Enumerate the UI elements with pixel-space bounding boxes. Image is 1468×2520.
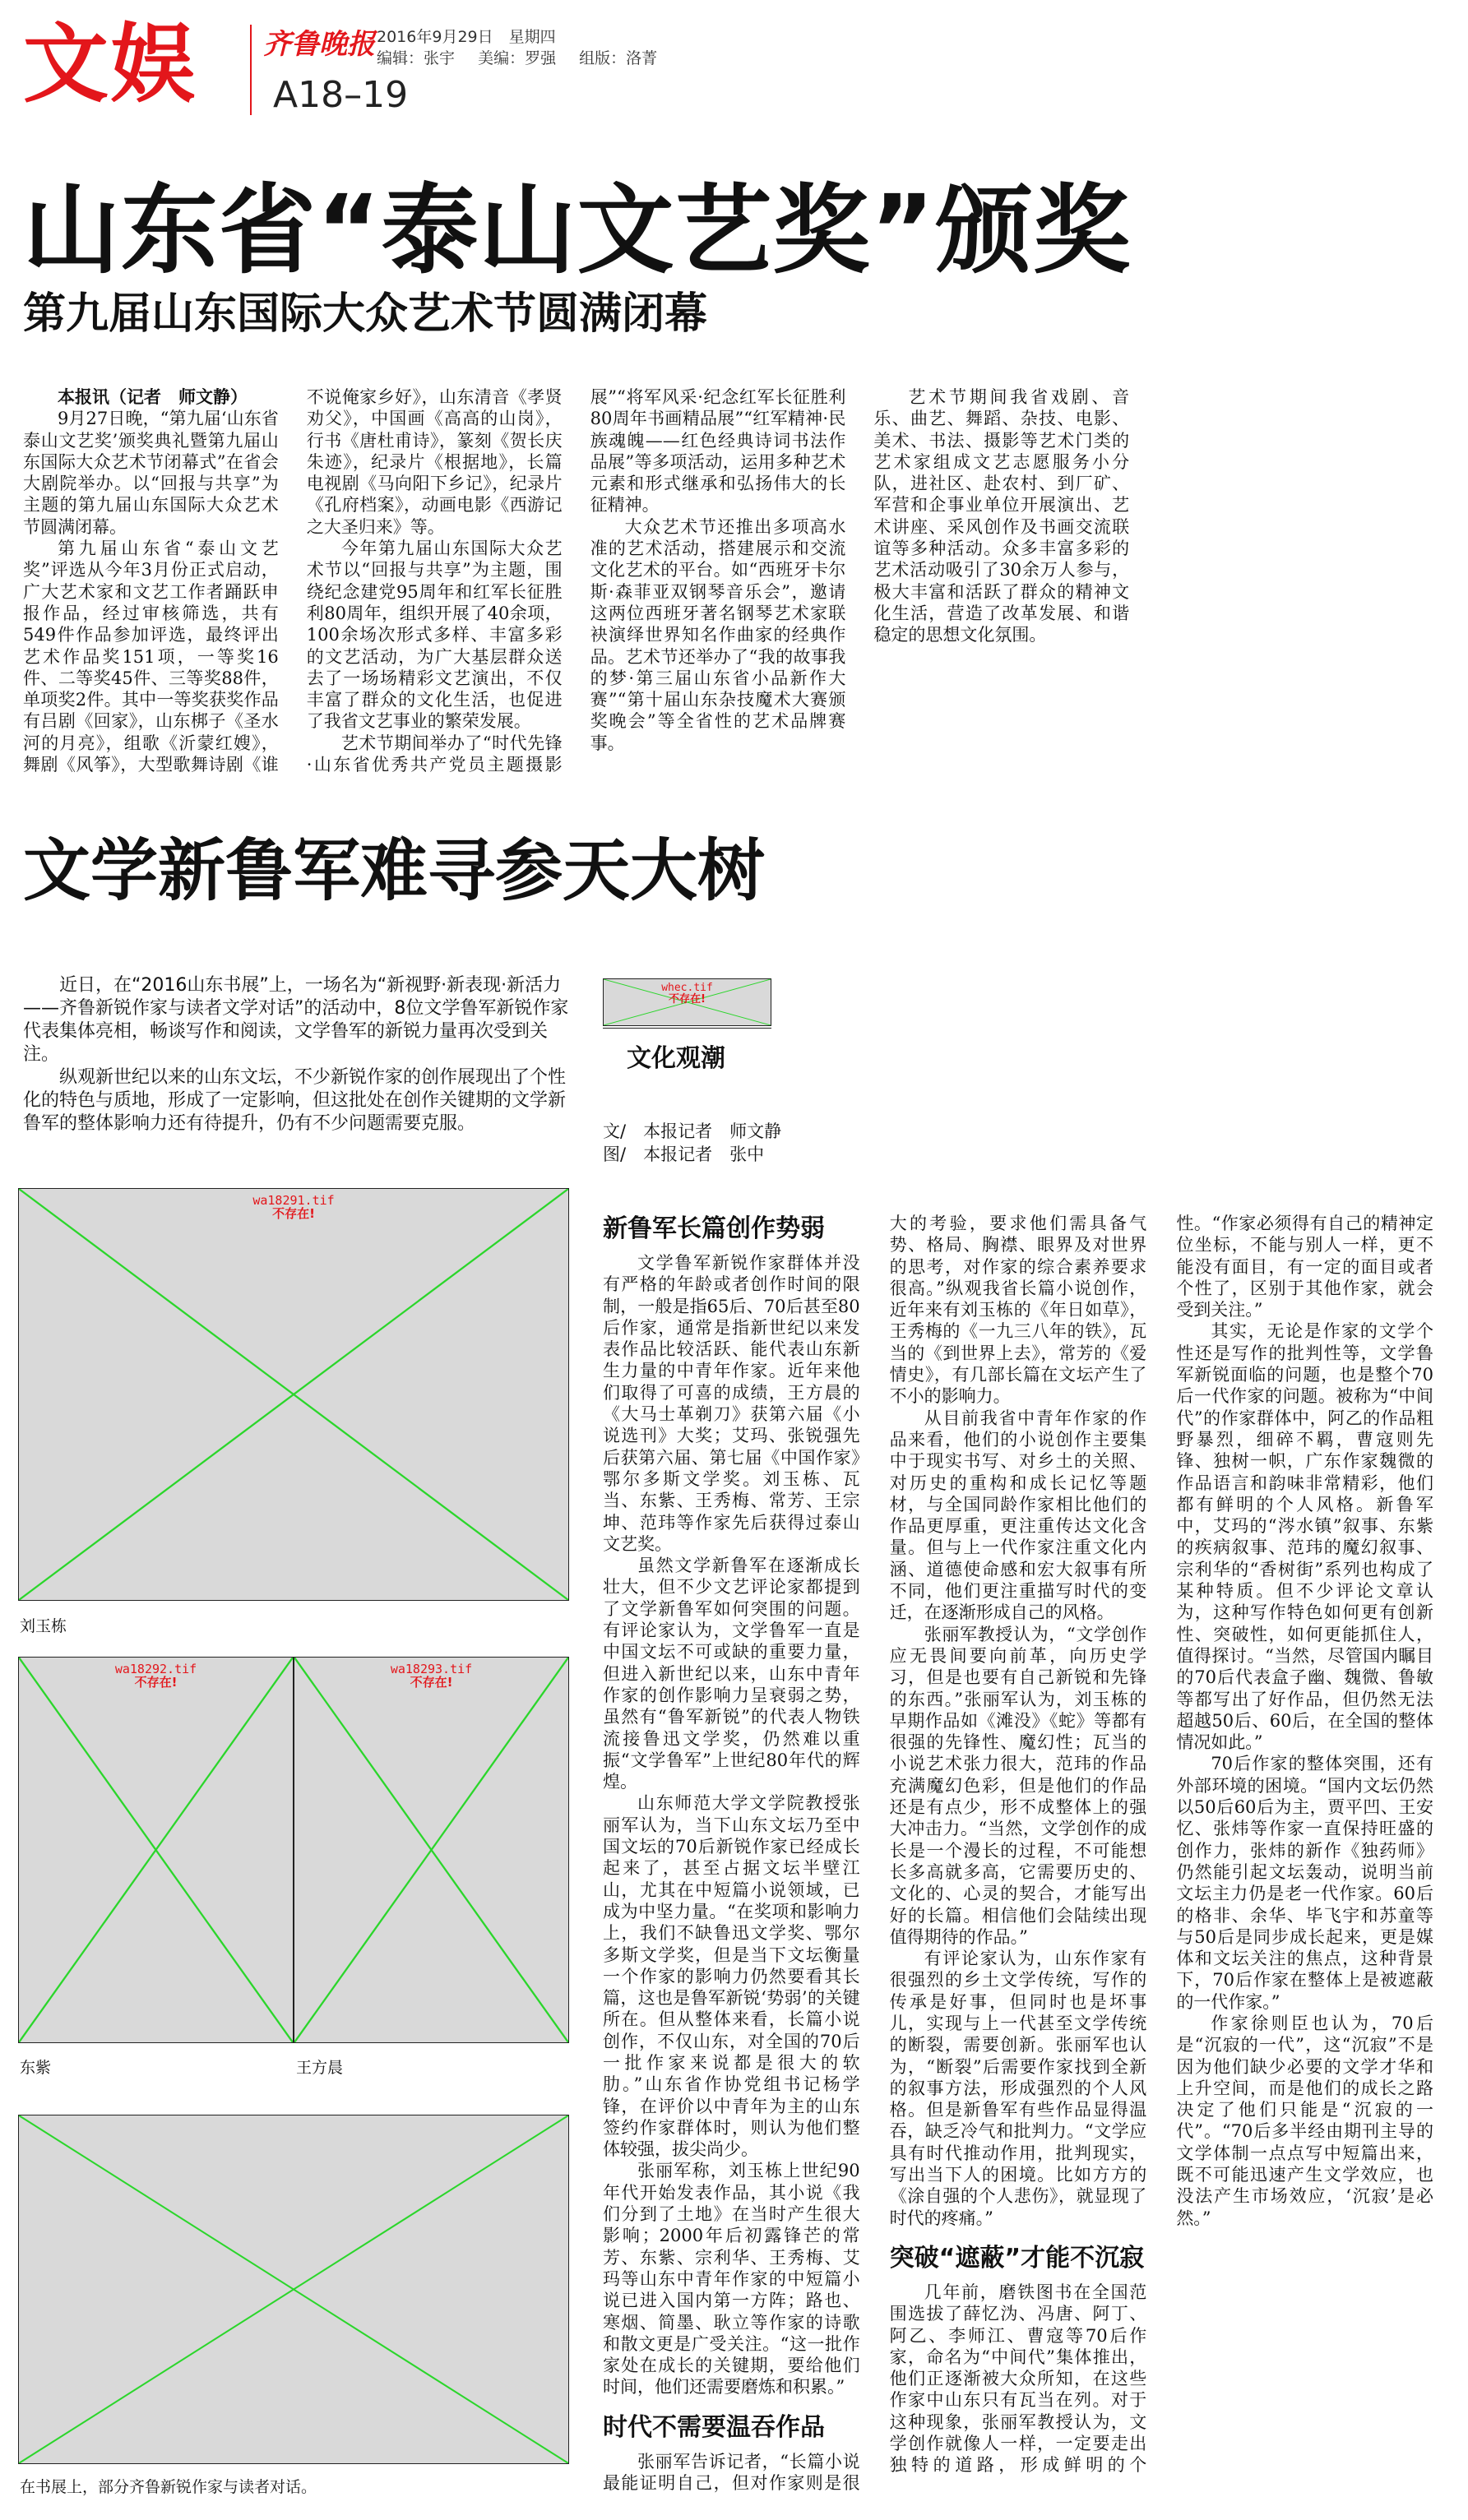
article2-paragraph: 70后作家的整体突围，还有外部环境的困境。“国内文坛仍然以50后60后为主，贾平凹、王安忆、张炜等作家一直保持旺盛的创作力，张炜的新作《独药师》仍然能引起文坛轰动，说明当前文坛主力仍是老一代作家。60后的格非、余华、毕飞宇和苏童等与50后是同步成长起来，更是媒体和文坛关注的焦点，这种背景下，70后作家在整体上是被遮蔽的一代作家。” bbox=[1176, 1754, 1433, 2012]
paper-logo: 齐鲁晚报 bbox=[263, 28, 375, 61]
article1-byline: 本报讯（记者 师文静） bbox=[58, 386, 248, 407]
article2-lead bbox=[23, 974, 582, 1135]
photo-status: 不存在! bbox=[669, 993, 706, 1006]
photo-filename: wa18293.tif bbox=[390, 1662, 473, 1676]
lead-paragraph: 纵观新世纪以来的山东文坛，不少新锐作家的创作展现出了个性化的特色与质地，形成了一定影响，但这批处在创作关键期的文学新鲁军的整体影响力还有待提升，仍有不少问题需要克服。 bbox=[23, 1067, 567, 1134]
photo-status: 不存在! bbox=[272, 1206, 315, 1221]
article2-paragraph: 张丽军告诉记者，“长篇小说最能证明自己，但对作家则是很大的考验，要求他们需具备气势、格局、胸襟、眼界及对世界的思考，对作家的综合素养要求很高。”纵观我省长篇小说创作，近年来有刘玉栋的《年日如草》，王秀梅的《一九三八年的铁》，瓦当的《到世界上去》，常芳的《爱情史》，有几部长篇在文坛产生了不小的影响力。 bbox=[603, 1214, 1147, 2494]
photo-caption: 东紫 bbox=[20, 2059, 52, 2077]
article2-paragraph: 有评论家认为，山东作家有很强烈的乡土文学传统，写作的传承是好事，但同时也是坏事儿，实现与上一代甚至文学传统的断裂，需要创新。张丽军也认为，“断裂”后需要作家找到全新的叙事方法，形成强烈的个人风格。但是新鲁军有些作品显得温吞，缺乏冷气和批判力。“文学应具有时代推动作用，批判现实，写出当下人的困境。比如方方的《涂自强的个人悲伤》，就显现了时代的疼痛。” bbox=[889, 1949, 1147, 2228]
photo-filename: wa18292.tif bbox=[114, 1662, 197, 1676]
article1-headline: 山东省“泰山文艺奖”颁奖 bbox=[23, 173, 1132, 287]
column-logo-placeholder bbox=[603, 978, 771, 1026]
issue-date: 2016年9月29日 星期四 bbox=[377, 28, 556, 46]
photographer-credit: 图/ 本报记者 张中 bbox=[603, 1144, 765, 1164]
editor-credit: 编辑：张宇 bbox=[377, 49, 456, 67]
section-name: 文娱 bbox=[23, 14, 198, 114]
article1-paragraph: 今年第九届山东国际大众艺术节以“回报与共享”为主题，围绕纪念建党95周年和红军长征胜利80周年，组织开展了40余项，100余场次形式多样、丰富多彩的文艺活动，为广大基层群众送去了一场场精彩文艺演出，不仅丰富了群众的文化生活，也促进了我省文艺事业的繁荣发展。 bbox=[306, 539, 563, 732]
photo-placeholder bbox=[294, 1657, 569, 2043]
lead-paragraph: 近日，在“2016山东书展”上，一场名为“新视野·新表现·新活力——齐鲁新锐作家与读者文学对话”的活动中，8位文学鲁军新锐作家代表集体亮相，畅谈写作和阅读，文学鲁军的新锐力量再次受到关注。 bbox=[23, 975, 569, 1065]
missing-image-icon bbox=[19, 1189, 568, 1600]
article2-paragraph: 张丽军称，刘玉栋上世纪90年代开始发表作品，其小说《我们分到了土地》在当时产生很大影响；2000年后初露锋芒的常芳、东紫、宗利华、王秀梅、艾玛等山东中青年作家的中短篇小说已进入国内第一方阵；路也、寒烟、简墨、耿立等作家的诗歌和散文更是广受关注。“这一批作家处在成长的关键期，要给他们时间，他们还需要磨炼和积累。” bbox=[603, 2161, 860, 2397]
section-subhead: 新鲁军长篇创作势弱 bbox=[603, 1214, 825, 1243]
article2-paragraph: 山东师范大学文学院教授张丽军认为，当下山东文坛乃至中国文坛的70后新锐作家已经成长起来了，甚至占据文坛半壁江山，尤其在中短篇小说领域，已成为中坚力量。“在奖项和影响力上，我们不缺鲁迅文学奖、鄂尔多斯文学奖，但是当下文坛衡量一个作家的影响力仍然要看其长篇，这也是鲁军新锐‘势弱’的关键所在。但从整体来看，长篇小说创作，不仅山东，对全国的70后一批作家来说都是很大的软肋。”山东省作协党组书记杨学锋，在评价以中青年为主的山东签约作家群体时，则认为他们整体较强，拔尖尚少。 bbox=[603, 1793, 860, 2160]
group-photo-placeholder bbox=[18, 2115, 569, 2464]
article2-paragraph: 张丽军教授认为，“文学创作应无畏间要向前革，向历史学习，但是也要有自己新锐和先锋的东西。”张丽军认为，刘玉栋的早期作品如《滩没》《蛇》等都有很强的先锋性、魔幻性；瓦当的小说艺术张力很大，范玮的作品充满魔幻色彩，但是他们的作品还是有点少，形不成整体上的强大冲击力。“当然，文学创作的成长是一个漫长的过程，不可能想长多高就多高，它需要历史的、文化的、心灵的契合，才能写出好的长篇。相信他们会陆续出现值得期待的作品。” bbox=[889, 1624, 1147, 1947]
designer-credit: 美编：罗强 bbox=[478, 49, 557, 67]
article2-paragraph: 几年前，磨铁图书在全国范围选拔了薛忆沩、冯唐、阿丁、阿乙、李师江、曹寇等70后作家，命名为“中间代”集体推出，他们正逐渐被大众所知，在这些作家中山东只有瓦当在列。对于这种现象，张丽军教授认为，文学创作就像人一样，一定要走出独特的道路，形成鲜明的个性。“作家必须得有自己的精神定位坐标，不能与别人一样，更不能没有面目，有一定的面目或者个性了，区别于其他作家，就会受到关注。” bbox=[889, 1214, 1433, 2476]
editor-credits bbox=[377, 46, 675, 68]
writer-credit: 文/ 本报记者 师文静 bbox=[603, 1121, 782, 1141]
section-subhead: 时代不需要温吞作品 bbox=[603, 2412, 825, 2442]
missing-image-icon bbox=[19, 2115, 568, 2463]
column-label-rule bbox=[603, 1028, 771, 1029]
column-label: 文化观潮 bbox=[627, 1044, 725, 1073]
photo-caption: 在书展上，部分齐鲁新锐作家与读者对话。 bbox=[20, 2478, 317, 2496]
missing-image-icon bbox=[294, 1658, 568, 2042]
photo-status: 不存在! bbox=[410, 1675, 453, 1690]
article2-paragraph: 从目前我省中青年作家的作品来看，他们的小说创作主要集中于现实书写、对乡土的关照、对历史的重构和成长记忆等题材，与全国同龄作家相比他们的作品更厚重，更注重传达文化含量。但与上一代作家注重文化内涵、道德使命感和宏大叙事有所不同，他们更注重描写时代的变迁，在逐渐形成自己的风格。 bbox=[889, 1408, 1147, 1623]
article1-body bbox=[23, 386, 1413, 789]
article1-paragraph: 艺术节期间我省戏剧、音乐、曲艺、舞蹈、杂技、电影、美术、书法、摄影等艺术门类的艺术家组成文艺志愿服务小分队，进社区、赴农村、到厂矿、军营和企事业单位开展演出、艺术讲座、采风创作及书画交流联谊等多种活动。众多丰富多彩的艺术活动吸引了30余万人参与，极大丰富和活跃了群众的精神文化生活，营造了改革发展、和谐稳定的思想文化氛围。 bbox=[873, 387, 1130, 645]
article2-body bbox=[603, 1213, 1433, 2495]
photo-caption: 刘玉栋 bbox=[20, 1617, 67, 1635]
article2-paragraph: 其实，无论是作家的文学个性还是写作的批判性等，文学鲁军新锐面临的问题，也是整个70后一代作家的问题。被称为“中间代”的作家群体中，阿乙的作品粗野暴烈，细碎不羁，曹寇则先锋、独树一帜，广东作家魏微的作品语言和韵味非常精彩，他们都有鲜明的个人风格。新鲁军中，艾玛的“涔水镇”叙事、东紫的疾病叙事、范玮的魔幻叙事、宗利华的“香树街”系列也构成了某种特质。但不少评论文章认为，这种写作特色如何更有创新性、突破性，如何更能抓住人，值得探讨。“当然，尽管国内瞩目的70后代表盒子幽、魏微、鲁敏等都写出了好作品，但仍然无法超越50后、60后，在全国的整体情况如此。” bbox=[1176, 1321, 1433, 1753]
photo-filename: wa18291.tif bbox=[252, 1193, 335, 1208]
layout-credit: 组版：洛菁 bbox=[579, 49, 658, 67]
article1-paragraph: 大众艺术节还推出多项高水准的艺术活动，搭建展示和交流文化艺术的平台。如“西班牙卡尔斯·森菲亚双钢琴音乐会”，邀请这两位西班牙著名钢琴艺术家联袂演绎世界知名作曲家的经典作品。艺术节还举办了“我的故事我的梦·第三届山东省小品新作大赛”“第十届山东杂技魔术大赛颁奖晚会”等全省性的艺术品牌赛事。 bbox=[590, 516, 846, 753]
article2-credits bbox=[603, 1120, 781, 1166]
photo-status: 不存在! bbox=[134, 1675, 178, 1690]
photo-placeholder bbox=[18, 1657, 294, 2043]
article1-paragraph: 第九届山东省“泰山文艺奖”评选从今年3月份正式启动，广大艺术家和文艺工作者踊跃申报作品，经过审核筛选，共有549件作品参加评选，最终评出艺术作品奖151项，一等奖16件、二等奖45件、三等奖88件，单项奖2件。其中一等奖获奖作品有吕剧《回家》，山东梆子《圣水河的月亮》，组歌《沂蒙红嫂》，舞剧《风筝》，大型歌舞诗剧《谁不说俺家乡好》，山东清音《孝贤劝父》，中国画《高高的山岗》，行书《唐杜甫诗》，篆刻《贺长庆朱迹》，纪录片《根据地》，长篇电视剧《马向阳下乡记》，纪录片《孔府档案》，动画电影《西游记之大圣归来》等。 bbox=[23, 387, 563, 775]
article1-paragraph: 9月27日晚，“第九届‘山东省泰山文艺奖’颁奖典礼暨第九届山东国际大众艺术节闭幕式”在省会大剧院举办。以“回报与共享”为主题的第九届山东国际大众艺术节圆满闭幕。 bbox=[23, 409, 279, 537]
page-number: A18–19 bbox=[273, 74, 409, 116]
article2-paragraph: 虽然文学新鲁军在逐渐成长壮大，但不少文艺评论家都提到了文学新鲁军如何突围的问题。有评论家认为，文学鲁军一直是中国文坛不可或缺的重要力量，但进入新世纪以来，山东中青年作家的创作影响力呈衰弱之势，虽然有“鲁军新锐”的代表人物铁流接鲁迅文学奖，仍然难以重振“文学鲁军”上世纪80年代的辉煌。 bbox=[603, 1556, 860, 1792]
photo-filename: whec.tif bbox=[661, 982, 713, 994]
photo-placeholder bbox=[18, 1188, 569, 1601]
article1-subheadline: 第九届山东国际大众艺术节圆满闭幕 bbox=[23, 289, 708, 339]
section-subhead: 突破“遮蔽”才能不沉寂 bbox=[889, 2243, 1145, 2273]
article2-headline: 文学新鲁军难寻参天大树 bbox=[23, 832, 766, 910]
photo-caption: 王方晨 bbox=[296, 2059, 344, 2077]
article1-paragraph: 艺术节期间举办了“时代先锋·山东省优秀共产党员主题摄影展”“将军风采·纪念红军长征胜利80周年书画精品展”“红军精神·民族魂魄——红色经典诗词书法作品展”等多项活动，运用多种艺术元素和形式继承和弘扬伟大的长征精神。 bbox=[306, 387, 846, 775]
header-divider bbox=[250, 25, 252, 115]
article2-paragraph: 文学鲁军新锐作家群体并没有严格的年龄或者创作时间的限制，一般是指65后、70后甚至80后作家，通常是指新世纪以来发表作品比较活跃、能代表山东新生力量的中青年作家。近年来他们取得了可喜的成绩，王方晨的《大马士革剃刀》获第六届《小说选刊》大奖；艾玛、张锐强先后获第六届、第七届《中国作家》鄂尔多斯文学奖。刘玉栋、瓦当、东紫、王秀梅、常芳、王宗坤、范玮等作家先后获得过泰山文艺奖。 bbox=[603, 1253, 860, 1554]
missing-image-icon bbox=[19, 1658, 293, 2042]
article2-paragraph: 作家徐则臣也认为，70后是“沉寂的一代”，这“沉寂”不是因为他们缺少必要的文学才华和上升空间，而是他们的成长之路决定了他们只能是“沉寂的一代”。“70后多半经由期刊主导的文学体制一点点写中短篇出来，既不可能迅速产生文学效应，也没法产生市场效应，‘沉寂’是必然。” bbox=[1176, 2013, 1433, 2228]
